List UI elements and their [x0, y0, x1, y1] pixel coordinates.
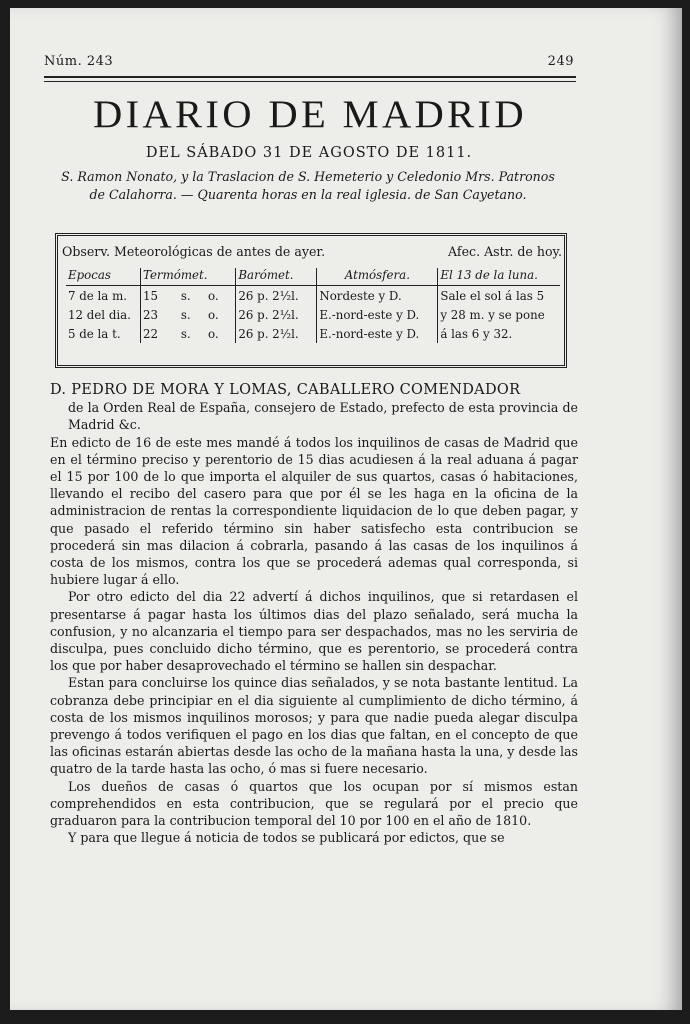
meteo-baro: 26 p. 2½l. [236, 324, 317, 343]
meteo-o: o. [208, 327, 219, 341]
meteo-astro: Sale el sol á las 5 [438, 286, 560, 306]
meteo-temp: 22 [141, 324, 179, 343]
saints-of-the-day: S. Ramon Nonato, y la Traslacion de S. Hemeterio y Celedonio Mrs. Patronos de Calahorra. — Quarenta horas en la real iglesia. de San Cayetano. [61, 169, 555, 202]
col-luna: El 13 de la luna. [438, 268, 560, 286]
article-paragraph: Los dueños de casas ó quartos que los ocupan por sí mismos estan comprehendidos en esta contribucion, que se regulará por el precio que graduaron para la contribucion temporal del 10 por 100 en el año de 1810. [50, 778, 578, 829]
article-paragraph: Y para que llegue á noticia de todos se publicará por edictos, que se [68, 830, 505, 846]
article-paragraph: Por otro edicto del dia 22 advertí á dichos inquilinos, que si retardasen el presentarse á pagar hasta los últimos dias del plazo señalado, será mucha la confusion, y no alcanzaria el tiempo para ser despachados, mas no les serviria de disculpa, pues concluido dicho término, que es perentorio, se procederá contra los que por haber desaprovechado el término se hallen sin despachar. [50, 589, 578, 674]
meteo-atmos: E.-nord-este y D. [317, 324, 438, 343]
article-paragraph: En edicto de 16 de este mes mandé á todos los inquilinos de casas de Madrid que en el término preciso y perentorio de 15 dias acudiesen á la real aduana á pagar el 15 por 100 de lo que importa el alquiler de sus quartos, casas ó habitaciones, llevando el recibo del casero para que por él se les haga en la oficina de la administracion de rentas la correspondiente liquidacion de lo que deben pagar, y que pasado el referido término sin haber satisfecho esta contribucion se procederá sin mas dilacion á cobrarla, pasando á las casas de los inquilinos á costa de los mismos, contra los que se procederá ademas qual corresponda, si hubiere lugar á ello. [50, 434, 578, 588]
col-barometro: Barómet. [236, 268, 317, 286]
meteo-astro: y 28 m. y se pone [438, 305, 560, 324]
meteo-epoca: 7 de la m. [68, 289, 128, 303]
article-title: D. PEDRO DE MORA Y LOMAS, CABALLERO COMENDADOR [50, 382, 521, 398]
meteo-astro: á las 6 y 32. [438, 324, 560, 343]
dateline: DEL SÁBADO 31 DE AGOSTO DE 1811. [145, 145, 473, 161]
top-rule-thin [44, 81, 576, 82]
meteo-row [66, 305, 560, 324]
meteo-baro: 26 p. 2½l. [236, 286, 317, 306]
meteo-o: o. [208, 289, 219, 303]
issue-number: Núm. 243 [44, 54, 114, 69]
newspaper-page [10, 8, 682, 1010]
meteo-grid [66, 268, 560, 343]
meteo-heading [62, 244, 562, 259]
meteo-s: s. [180, 308, 191, 322]
meteo-row [66, 286, 560, 306]
article-paragraph: Estan para concluirse los quince dias señalados, y se nota bastante lentitud. La cobranza debe principiar en el dia siguiente al cumplimiento de dicho término, á costa de los mismos inquilinos morosos; y para que nadie pueda alegar disculpa prevengo á todos verifiquen el pago en los dias que faltan, en el concepto de que las oficinas estarán abiertas desde las ocho de la mañana hasta la una, y desde las quatro de la tarde hasta las ocho, ó mas si fuere necesario. [50, 675, 578, 777]
meteo-epoca: 5 de la t. [68, 327, 121, 341]
col-atmosfera: Atmósfera. [317, 268, 438, 286]
meteo-s: s. [180, 327, 191, 341]
meteo-atmos: Nordeste y D. [317, 286, 438, 306]
page-number: 249 [547, 54, 574, 69]
top-rule [44, 76, 576, 78]
masthead-title: DIARIO DE MADRID [92, 93, 528, 136]
meteo-epoca: 12 del dia. [68, 308, 131, 322]
meteo-temp: 15 [141, 286, 179, 306]
col-termometro: Termómet. [141, 268, 236, 286]
col-epocas: Epocas [66, 268, 141, 286]
issue-header [44, 54, 574, 69]
meteo-o: o. [208, 308, 219, 322]
meteo-temp: 23 [141, 305, 179, 324]
meteo-s: s. [180, 289, 191, 303]
meteo-baro: 26 p. 2½l. [236, 305, 317, 324]
meteo-atmos: E.-nord-este y D. [317, 305, 438, 324]
article [50, 382, 578, 846]
meteorological-table [55, 233, 567, 368]
meteo-row [66, 324, 560, 343]
article-subtitle: de la Orden Real de España, consejero de Estado, prefecto de esta provincia de Madrid &c. [68, 400, 578, 433]
meteo-heading-right: Afec. Astr. de hoy. [448, 244, 562, 259]
meteo-header-row [66, 268, 560, 286]
meteo-heading-left: Observ. Meteorológicas de antes de ayer. [62, 244, 326, 259]
